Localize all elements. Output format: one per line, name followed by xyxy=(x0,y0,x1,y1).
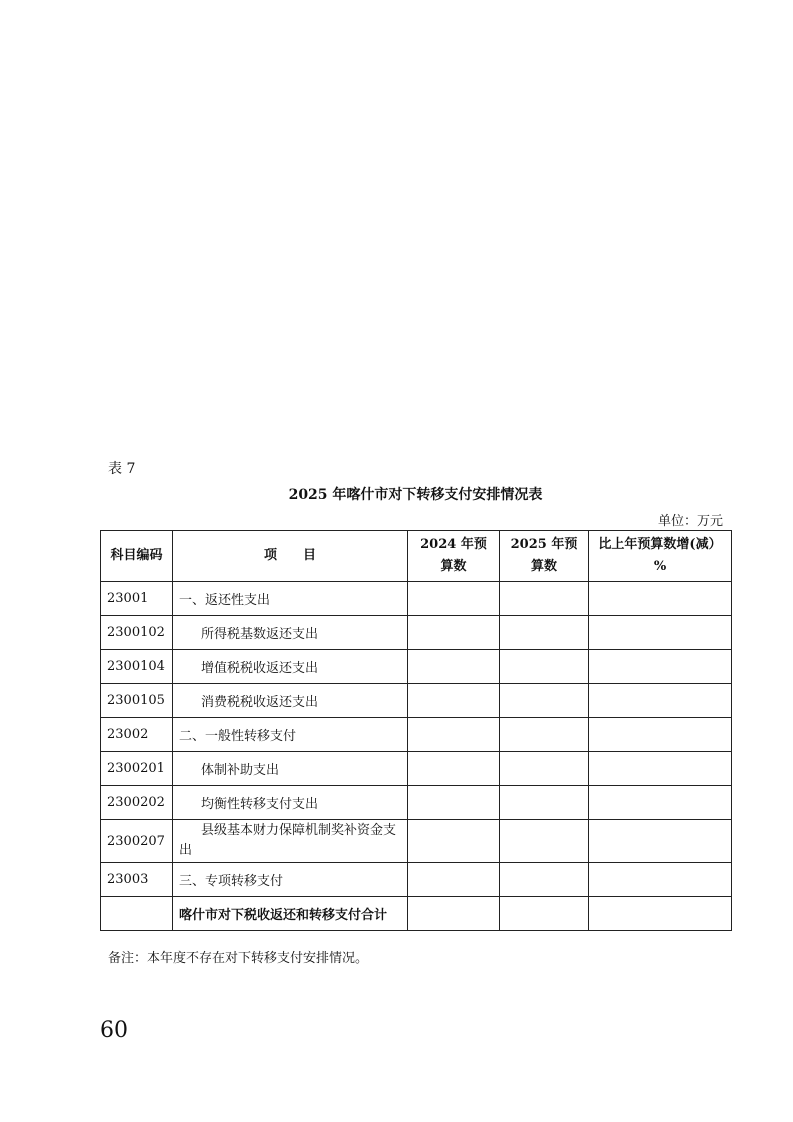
row-item: 增值税税收返还支出 xyxy=(173,650,408,684)
row-change xyxy=(589,786,732,820)
row-item: 均衡性转移支付支出 xyxy=(173,786,408,820)
table-header-row xyxy=(101,531,732,582)
row-budget-2024 xyxy=(408,650,500,684)
row-change xyxy=(589,897,732,931)
row-item: 三、专项转移支付 xyxy=(173,863,408,897)
header-code: 科目编码 xyxy=(101,531,173,582)
row-item: 一、返还性支出 xyxy=(173,582,408,616)
header-budget-2025: 2025 年预算数 xyxy=(500,531,589,582)
table-row xyxy=(101,863,732,897)
row-budget-2024 xyxy=(408,863,500,897)
row-code: 23001 xyxy=(101,582,173,616)
row-budget-2025 xyxy=(500,684,589,718)
row-code xyxy=(101,897,173,931)
row-code: 2300201 xyxy=(101,752,173,786)
row-code: 2300105 xyxy=(101,684,173,718)
table-row xyxy=(101,786,732,820)
row-budget-2025 xyxy=(500,863,589,897)
row-budget-2024 xyxy=(408,752,500,786)
row-budget-2025 xyxy=(500,820,589,863)
row-code: 2300102 xyxy=(101,616,173,650)
row-budget-2025 xyxy=(500,752,589,786)
row-budget-2025 xyxy=(500,582,589,616)
row-budget-2024 xyxy=(408,684,500,718)
row-item: 消费税税收返还支出 xyxy=(173,684,408,718)
table-row xyxy=(101,616,732,650)
row-code: 2300207 xyxy=(101,820,173,863)
row-item: 所得税基数返还支出 xyxy=(173,616,408,650)
row-budget-2024 xyxy=(408,718,500,752)
header-budget-2024: 2024 年预算数 xyxy=(408,531,500,582)
row-budget-2025 xyxy=(500,897,589,931)
row-change xyxy=(589,820,732,863)
row-item: 二、一般性转移支付 xyxy=(173,718,408,752)
table-row xyxy=(101,684,732,718)
row-item: 体制补助支出 xyxy=(173,752,408,786)
row-item: 县级基本财力保障机制奖补资金支出 xyxy=(173,820,408,863)
table-row xyxy=(101,752,732,786)
row-budget-2025 xyxy=(500,650,589,684)
row-change xyxy=(589,582,732,616)
header-change: 比上年预算数增(减）% xyxy=(589,531,732,582)
table-row xyxy=(101,650,732,684)
row-change xyxy=(589,616,732,650)
row-budget-2025 xyxy=(500,718,589,752)
row-code: 2300202 xyxy=(101,786,173,820)
table-row xyxy=(101,718,732,752)
row-budget-2024 xyxy=(408,582,500,616)
row-budget-2024 xyxy=(408,820,500,863)
document-title: 2025 年喀什市对下转移支付安排情况表 xyxy=(288,487,543,503)
table-row xyxy=(101,820,732,863)
page-number: 60 xyxy=(100,1018,128,1043)
row-budget-2024 xyxy=(408,786,500,820)
row-code: 23003 xyxy=(101,863,173,897)
row-change xyxy=(589,718,732,752)
row-change xyxy=(589,650,732,684)
row-budget-2025 xyxy=(500,616,589,650)
row-change xyxy=(589,752,732,786)
row-code: 23002 xyxy=(101,718,173,752)
row-budget-2024 xyxy=(408,616,500,650)
row-budget-2024 xyxy=(408,897,500,931)
row-budget-2025 xyxy=(500,786,589,820)
unit-label: 单位：万元 xyxy=(657,514,723,529)
row-item: 喀什市对下税收返还和转移支付合计 xyxy=(173,897,408,931)
row-change xyxy=(589,863,732,897)
row-change xyxy=(589,684,732,718)
header-item: 项 目 xyxy=(173,531,408,582)
table-row xyxy=(101,582,732,616)
row-code: 2300104 xyxy=(101,650,173,684)
table-label: 表 7 xyxy=(108,461,136,477)
table-total-row xyxy=(101,897,732,931)
transfer-payment-table xyxy=(100,530,732,931)
remark-note: 备注：本年度不存在对下转移支付安排情况。 xyxy=(108,951,369,966)
